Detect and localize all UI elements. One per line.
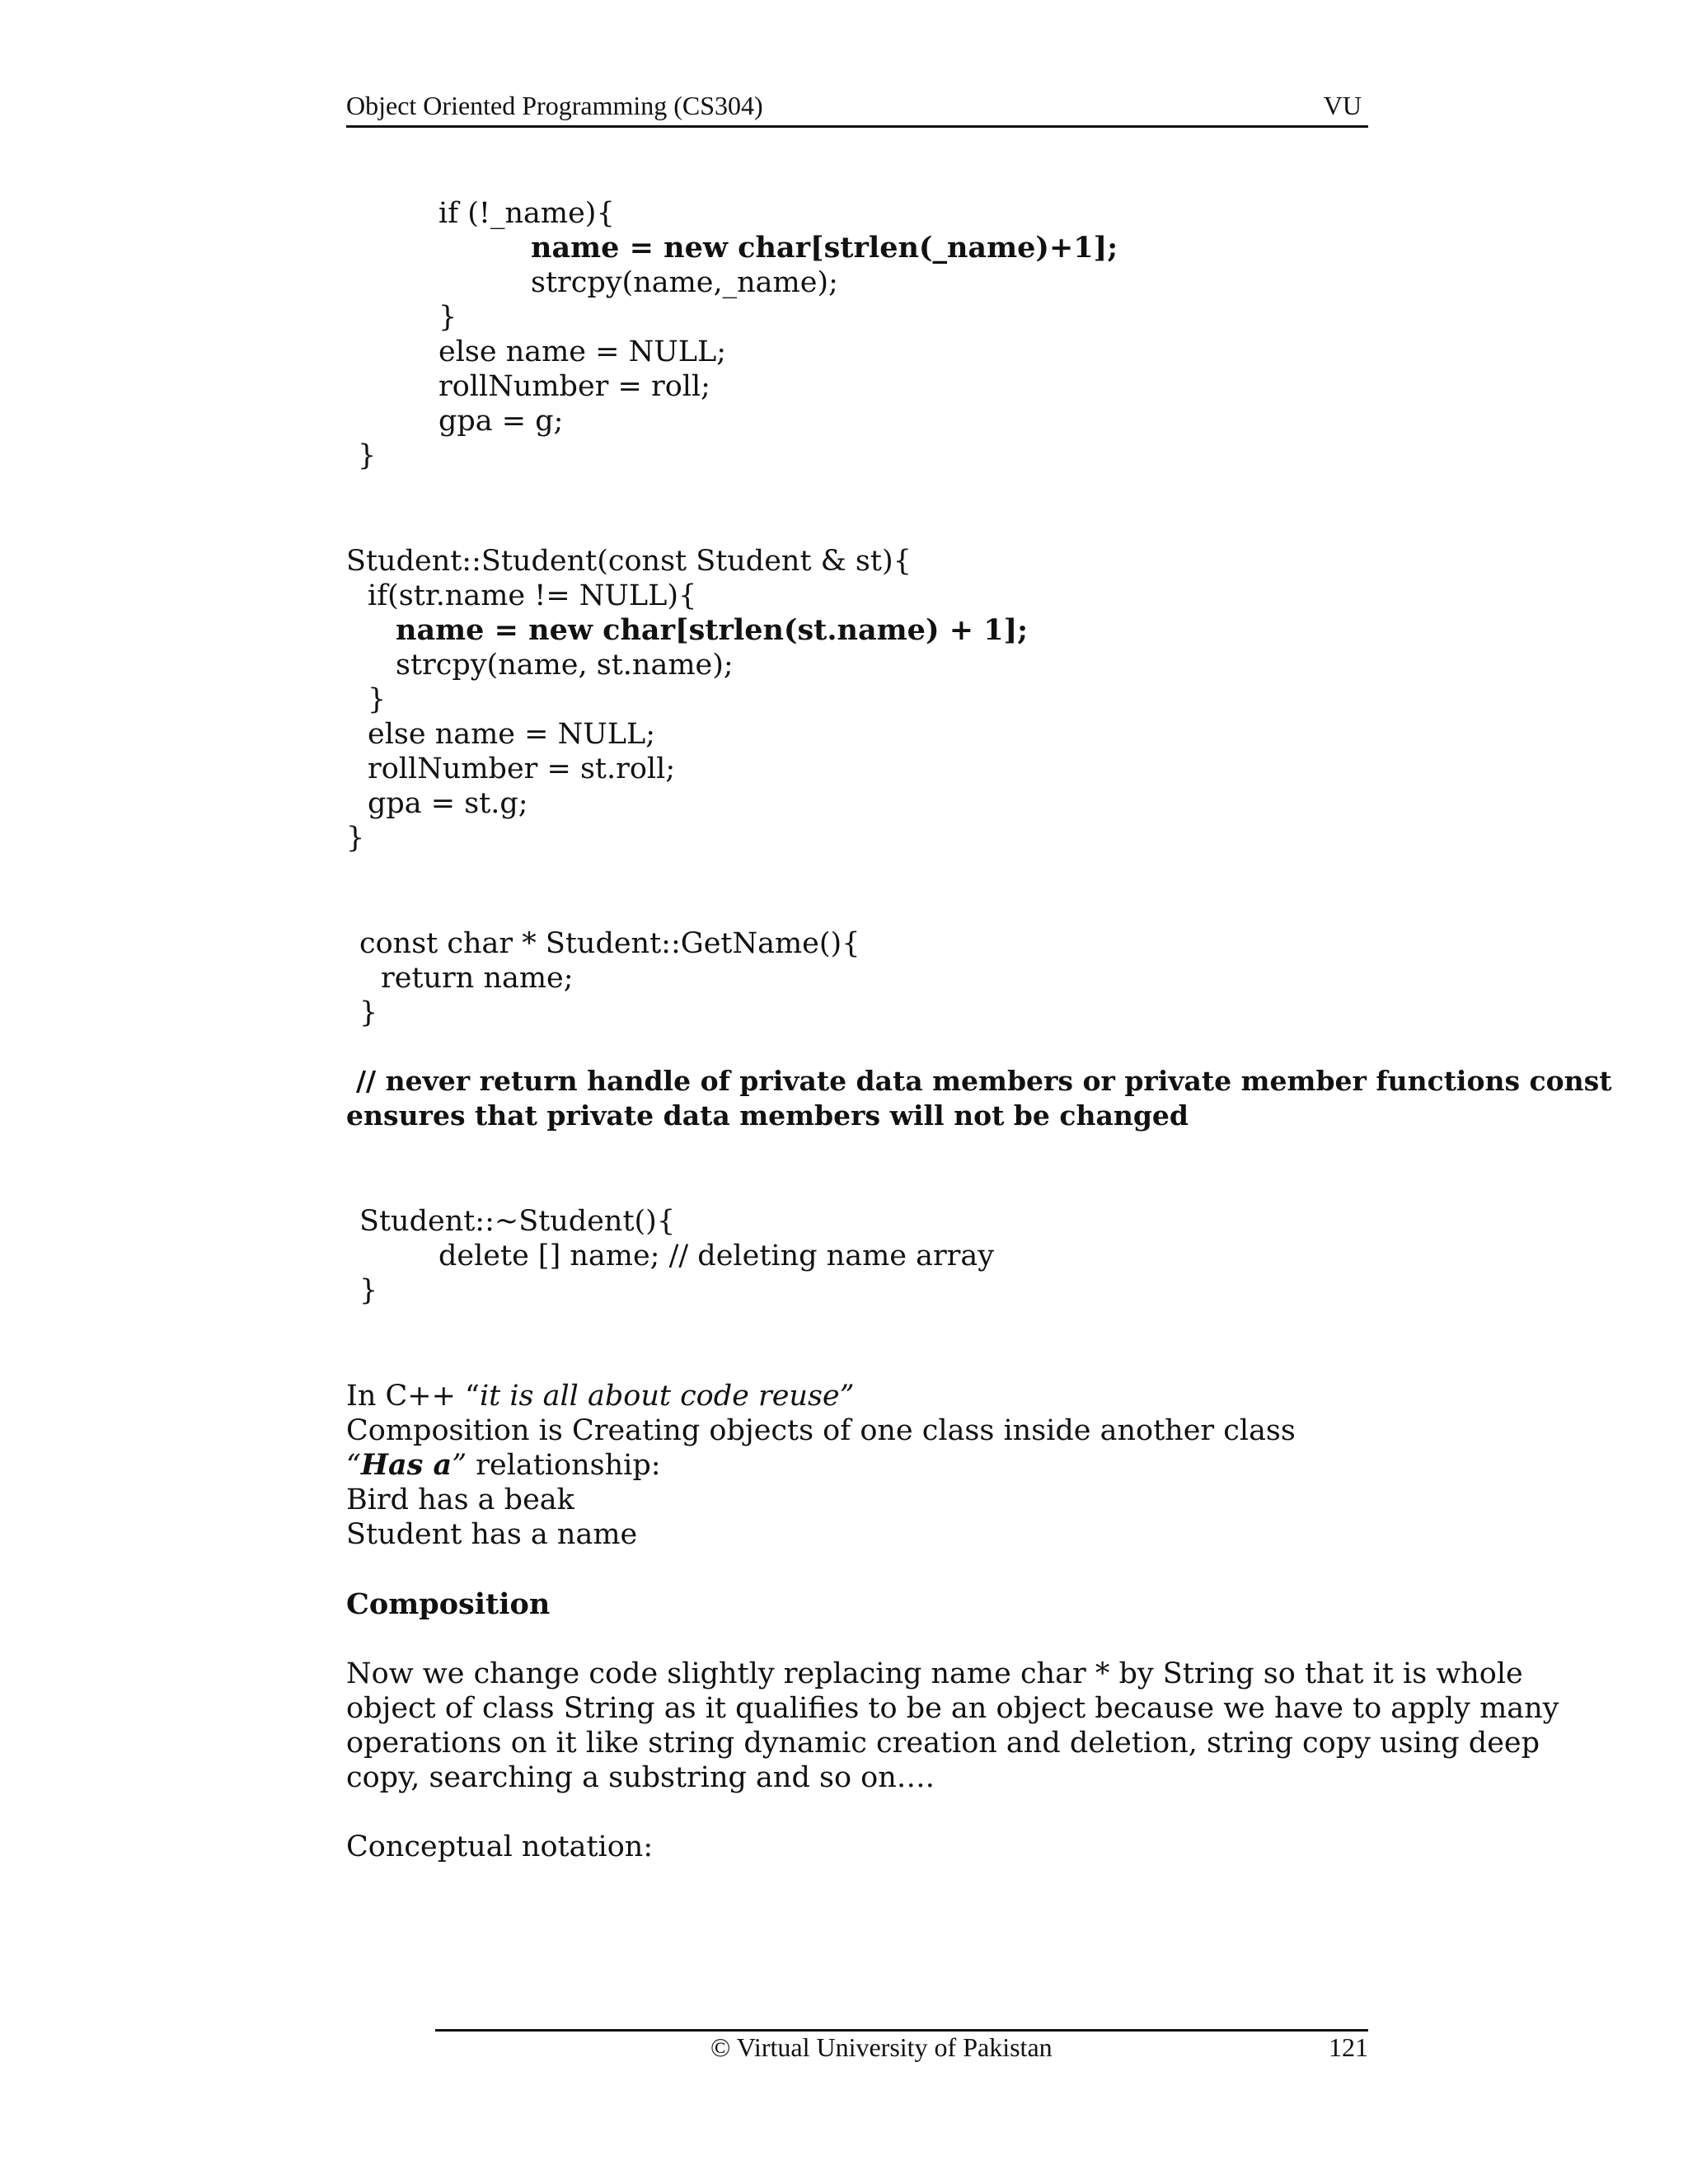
code-line: } (438, 301, 457, 334)
code-line: gpa = st.g; (368, 787, 528, 820)
paragraph-line: Now we change code slightly replacing name char * by String so that it is whole (346, 1657, 1523, 1690)
code-line: Student::Student(const Student & st){ (346, 545, 912, 578)
code-line: strcpy(name,_name); (531, 266, 838, 299)
code-line: } (359, 996, 378, 1029)
body-quote: ” (452, 1449, 467, 1482)
section-heading: Composition (346, 1587, 551, 1621)
code-line: } (358, 439, 377, 472)
paragraph-line: copy, searching a substring and so on…. (346, 1761, 935, 1794)
code-line: } (368, 683, 387, 716)
page-header (346, 91, 1368, 128)
code-line: } (359, 1274, 378, 1307)
code-line: return name; (381, 962, 574, 995)
course-title: Object Oriented Programming (CS304) (346, 91, 763, 120)
code-line: strcpy(name, st.name); (396, 649, 734, 682)
paragraph-line: object of class String as it qualifies to be an object because we have to apply many (346, 1692, 1559, 1725)
code-line: Student::~Student(){ (359, 1205, 676, 1238)
body-line (346, 1379, 855, 1413)
code-line: name = new char[strlen(_name)+1]; (531, 231, 1118, 265)
body-text: In C++ “ (346, 1380, 480, 1413)
code-line: else name = NULL; (368, 718, 655, 751)
code-line: } (346, 822, 365, 855)
code-comment: ensures that private data members will not be changed (346, 1099, 1189, 1132)
body-line: Composition is Creating objects of one class inside another class (346, 1414, 1296, 1447)
body-quote: “ (346, 1449, 361, 1482)
institution-abbr: VU (1323, 91, 1362, 120)
footer-rule (435, 2029, 1368, 2032)
code-line: else name = NULL; (438, 335, 726, 368)
page-number: 121 (1329, 2032, 1368, 2062)
footer-copyright: © Virtual University of Pakistan (710, 2032, 1053, 2062)
code-comment: // never return handle of private data members or private member functions const (356, 1065, 1612, 1097)
code-line: name = new char[strlen(st.name) + 1]; (396, 613, 1029, 647)
body-line: Bird has a beak (346, 1483, 574, 1516)
body-italic: it is all about code reuse” (479, 1380, 855, 1413)
body-line: Conceptual notation: (346, 1830, 654, 1863)
body-text: relationship: (467, 1449, 661, 1482)
body-line: Student has a name (346, 1518, 638, 1551)
body-line (346, 1448, 661, 1483)
code-line: rollNumber = roll; (438, 370, 710, 403)
code-line: if(str.name != NULL){ (368, 579, 697, 612)
paragraph-line: operations on it like string dynamic creation and deletion, string copy using deep (346, 1727, 1540, 1760)
code-line: if (!_name){ (438, 197, 615, 230)
code-line: const char * Student::GetName(){ (359, 927, 860, 960)
body-bold-italic: Has a (360, 1448, 452, 1482)
code-line: rollNumber = st.roll; (368, 752, 676, 785)
code-line: gpa = g; (438, 405, 564, 438)
code-line: delete [] name; // deleting name array (438, 1240, 995, 1272)
